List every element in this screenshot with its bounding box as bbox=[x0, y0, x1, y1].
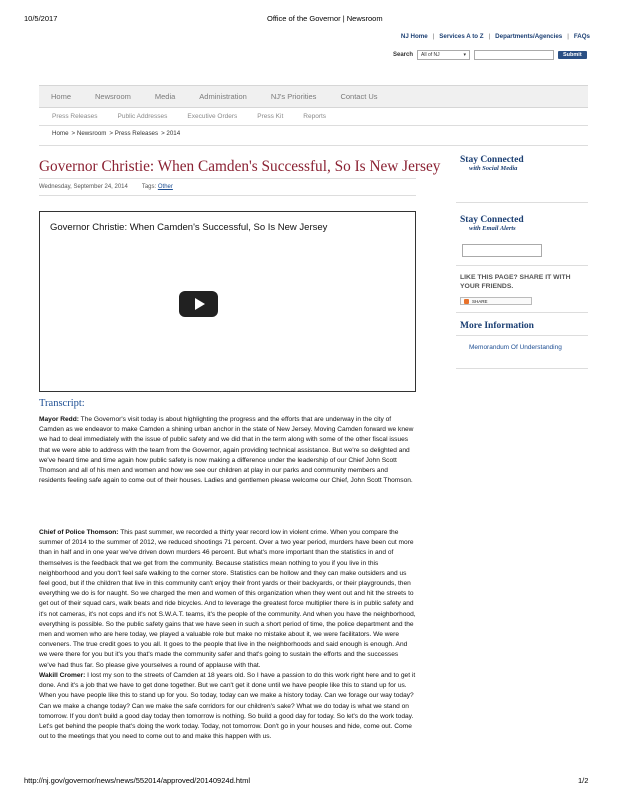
transcript-paragraph: Wakill Cromer: I lost my son to the streets of Camden at 18 years old. So I have a passion to do this work right here and to get it done. And it's a job that we have to get done together. But we can't get it done until we have people like this to stand up for us. When you have people like this to stand up for you. So today, today can we make a history today. Can we forage our way today? Can we make a change today? Can we make the safe corridors for our children's sake? What we do today is what we stand on tomorrow. If you don't build a good day today then tomorrow is nothing. So build a good day for today. So let's do the work today. Let's get behind the people that's doing the work today. Today, not tomorrow. Don't go in your houses and hide, come out. Come out to the meetings that you need to come out to and make this happen with us. bbox=[39, 672, 416, 741]
faqs-link[interactable]: FAQs bbox=[573, 33, 590, 40]
page-title: Governor Christie: When Camden's Successful, So Is New Jersey bbox=[39, 158, 441, 175]
search-label: Search bbox=[393, 52, 414, 58]
memorandum-link[interactable]: Memorandum Of Understanding bbox=[469, 344, 562, 351]
more-info-heading: More Information bbox=[460, 321, 534, 331]
social-subheading[interactable]: with Social Media bbox=[469, 165, 518, 172]
nj-home-link[interactable]: NJ Home bbox=[400, 33, 428, 40]
subnav-press-releases[interactable]: Press Releases bbox=[52, 113, 98, 120]
divider bbox=[456, 335, 588, 336]
tag-link[interactable]: Other bbox=[157, 184, 173, 190]
chevron-down-icon: ▾ bbox=[463, 52, 467, 58]
nav-home[interactable]: Home bbox=[51, 92, 72, 101]
share-prompt: LIKE THIS PAGE? SHARE IT WITH YOUR FRIENDS. bbox=[460, 274, 571, 290]
divider bbox=[456, 265, 588, 266]
nav-newsroom[interactable]: Newsroom bbox=[95, 92, 131, 101]
divider bbox=[39, 195, 416, 196]
video-title: Governor Christie: When Camden's Successful, So Is New Jersey bbox=[50, 222, 328, 233]
subnav-public-addresses[interactable]: Public Addresses bbox=[117, 113, 168, 120]
breadcrumb-year[interactable]: > 2014 bbox=[161, 130, 181, 137]
article-meta bbox=[39, 184, 173, 190]
nav-administration[interactable]: Administration bbox=[199, 92, 247, 101]
social-heading[interactable]: Stay Connected bbox=[460, 155, 524, 165]
print-date: 10/5/2017 bbox=[24, 14, 58, 23]
article-date: Wednesday, September 24, 2014 bbox=[39, 184, 128, 190]
transcript-heading: Transcript: bbox=[39, 398, 85, 409]
services-link[interactable]: Services A to Z bbox=[439, 33, 484, 40]
nav-contact[interactable]: Contact Us bbox=[340, 92, 378, 101]
departments-link[interactable]: Departments/Agencies bbox=[495, 33, 563, 40]
breadcrumb-home[interactable]: Home bbox=[52, 130, 69, 137]
sub-nav bbox=[52, 113, 346, 120]
print-page-number: 1/2 bbox=[578, 776, 589, 785]
email-heading: Stay Connected bbox=[460, 215, 524, 225]
divider bbox=[456, 312, 588, 313]
divider bbox=[39, 145, 588, 146]
breadcrumb-press-releases[interactable]: > Press Releases bbox=[109, 130, 159, 137]
search-submit-button[interactable]: Submit bbox=[558, 51, 587, 59]
divider bbox=[456, 202, 588, 203]
divider bbox=[39, 178, 416, 179]
share-button[interactable]: SHARE bbox=[460, 297, 532, 305]
nav-media[interactable]: Media bbox=[154, 92, 176, 101]
sidebar-social bbox=[460, 155, 524, 172]
video-player[interactable] bbox=[39, 211, 416, 392]
subnav-reports[interactable]: Reports bbox=[303, 113, 327, 120]
play-button-icon[interactable] bbox=[179, 291, 218, 317]
transcript-paragraph: Chief of Police Thomson: This past summer, we recorded a thirty year record low in violent crime. When you compare the summer of 2014 to the summer of 2012, we reduced shootings 71 percent. Over a two year period, murders have been cut more than in half and in one year we've driven down murders 46 percent. But what's more important than the statistics in and of themselves is the feedback that we get from the community. Because statistics mean nothing to you if you live in this neighborhood and you don't feel safe walking to the corner store. Statistics can be hollow and they can make outsiders and us feel good, but if the children that live in this community can't enjoy their front yards or their backyards, or their playgrounds, then everything we do is for naught. So we charged the men and women of this organization when they went out and hit the streets to get out of their squad cars, walk beats and ride bicycles. And to leverage the greatest force multiplier there is in public safety and it's not cameras, it's not cops and it's not S.W.A.T. teams, it's the people of the community. And when you have the neighborhood, everything is possible. So the public safety gains that we have seen in such a short period of time, the police department and the men and women who are here today, we played a valuable role but make no mistake about it, we were facilitators. We were conveners. The true credit goes to you all. It goes to the people that live in the neighborhoods and said enough is enough. And we were there for you but it's you that's made the community safer and that's going to sustain the efforts and the successes we've had thus far. So please give yourselves a round of applause with that. bbox=[39, 529, 416, 669]
search-scope-select[interactable]: All of NJ ▾ bbox=[417, 50, 470, 60]
breadcrumb bbox=[52, 130, 180, 137]
nav-priorities[interactable]: NJ's Priorities bbox=[270, 92, 317, 101]
divider bbox=[456, 368, 588, 369]
top-links: NJ Home | Services A to Z | Departments/Agencies | FAQs bbox=[400, 33, 590, 40]
share-icon bbox=[464, 299, 469, 304]
subnav-executive-orders[interactable]: Executive Orders bbox=[187, 113, 238, 120]
print-url: http://nj.gov/governor/news/news/552014/approved/20140924d.html bbox=[24, 776, 250, 785]
article-tags: Tags: Other bbox=[141, 184, 173, 190]
main-nav bbox=[39, 85, 588, 108]
sidebar-email bbox=[460, 215, 524, 232]
transcript-paragraph: Mayor Redd: The Governor's visit today is about highlighting the progress and the efforts that are underway in the city of Camden as we endeavor to make Camden a shining urban anchor in the state of New Jersey. Moving Camden forward we knew we had to deal immediately with the issue of public safety and we did that in the term along with some of the other fiscal issues that we were able to address with the team from the Governor, again providing technical assistance. But we're so delighted and we've heard time and time again how public safety is now making a difference under the leadership of our Chief John Scott Thomson and all of his men and women and how we see our children at play in our parks and community members and residents feeling safe again to come out of their houses. Ladies and gentlemen please welcome our Chief, John Scott Thomson. bbox=[39, 416, 414, 485]
subnav-press-kit[interactable]: Press Kit bbox=[257, 113, 284, 120]
email-input[interactable] bbox=[462, 244, 542, 257]
divider bbox=[39, 125, 588, 126]
search-bar bbox=[393, 50, 587, 60]
breadcrumb-newsroom[interactable]: > Newsroom bbox=[71, 130, 107, 137]
print-title: Office of the Governor | Newsroom bbox=[267, 14, 383, 23]
email-subheading: with Email Alerts bbox=[469, 225, 516, 232]
search-input[interactable] bbox=[474, 50, 554, 60]
